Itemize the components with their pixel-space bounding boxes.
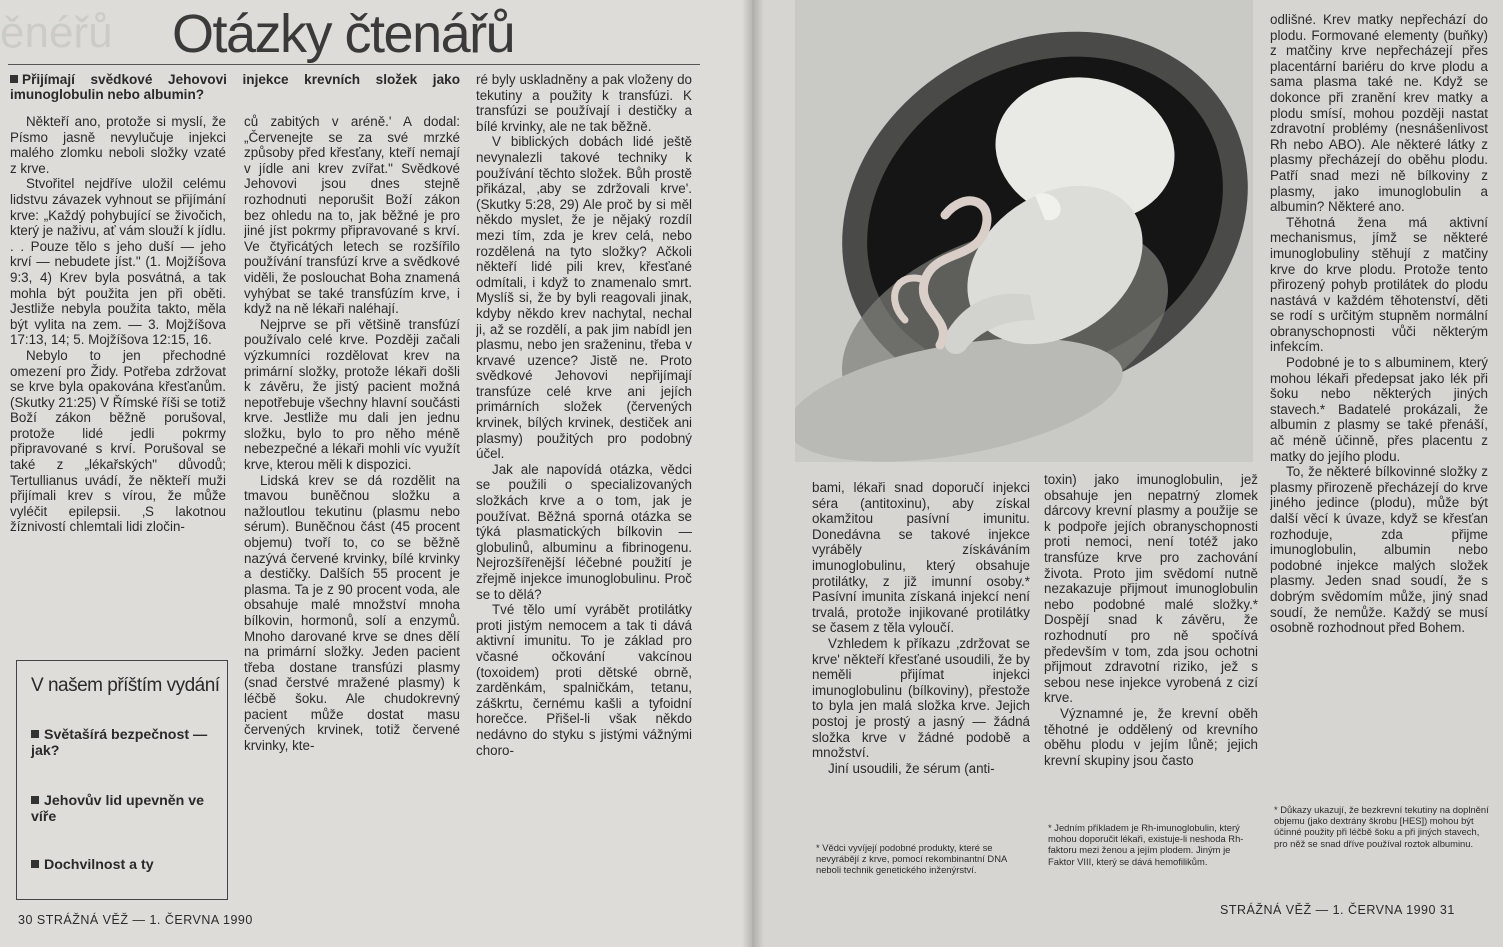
fetus-photo <box>795 0 1253 462</box>
prior-article-ghost-text: ěnéřů <box>0 8 113 57</box>
paragraph: odlišné. Krev matky nepřechází do plodu. Formované elementy (buňky) z matčiny krve nepřecházejí přes placentární bariéru do krve plodu a sama plasma také ne. Když se dokonce při zranění krev matky a plodu smísí, mohou později nastat zdravotní problémy (nesnášenlivost Rh nebo ABO). Ale některé látky z plasmy přecházejí do oběhu plodu. Patří snad mezi ně bílkoviny z plasmy, jako imunoglobulin a albumin? Některé ano. <box>1270 12 1488 215</box>
column-5 <box>1044 472 1258 810</box>
paragraph: Stvořitel nejdříve uložil celému lidstvu závazek vyhnout se přijímání krve: „Každý pohybující se živočich, který je naživu, ať vám slouží k jídlu. . . Pouze tělo s jeho duší — jeho krví — nebudete jíst." (1. Mojžíšova 9:3, 4) Krev byla posvátná, a tak mohla být použita jen při oběti. Jestliže nebyla použita takto, měla být vylita na zem. — 3. Mojžíšova 17:13, 14; 5. Mojžíšova 12:15, 16. <box>10 176 226 348</box>
paragraph: ců zabitých v aréně.' A dodal: „Červenejte se za své mrzké způsoby před křesťany, kteří nemají v jídle ani krev zvířat." Svědkové Jehovovi jsou dnes stejně rozhodnuti neporušit Boží zákon bez ohledu na to, jak běžné je pro jiné jíst pokrmy připravované s krví. Ve čtyřicátých letech se rozšířilo používání transfúzí krve a svědkové viděli, že poslouchat Boha znamená vyhýbat se také transfúzím krve, i když na ně lékaři naléhají. <box>244 114 460 317</box>
column-2 <box>244 114 460 896</box>
paragraph: Tvé tělo umí vyrábět protilátky proti jistým nemocem a tak ti dává aktivní imunitu. To je základ pro včasné očkování vakcínou (toxoidem) proti dětské obrně, zarděnkám, spalničkám, tetanu, záškrtu, černému kašli a tyfoidní horečce. Přišel-li však někdo nedávno do styku s jistými vážnými choro- <box>476 602 692 758</box>
footer-right: STRÁŽNÁ VĚŽ — 1. ČERVNA 1990 31 <box>1220 903 1455 917</box>
column-4 <box>812 480 1030 825</box>
paragraph: Významné je, že krevní oběh těhotné je oddělený od krevního oběhu plodu v jejím lůně; jejich krevní skupiny jsou často <box>1044 705 1258 768</box>
column-1 <box>10 114 226 648</box>
bullet-square-icon <box>10 75 18 83</box>
next-issue-box <box>16 660 228 900</box>
page-gutter <box>742 0 764 947</box>
paragraph: Někteří ano, protože si myslí, že Písmo jasně nevylučuje injekci malého zlomku neboli složky vzaté z krve. <box>10 114 226 176</box>
footer-left: 30 STRÁŽNÁ VĚŽ — 1. ČERVNA 1990 <box>18 913 253 927</box>
paragraph: Lidská krev se dá rozdělit na tmavou buněčnou složku a nažloutlou tekutinu (plasmu nebo sérum). Buněčnou část (45 procent objemu) tvoří to, co se běžně nazývá červené krvinky, bílé krvinky a destičky. Dalších 55 procent je plasma. Ta je z 90 procent voda, ale obsahuje malé množství mnoha bílkovin, hormonů, solí a enzymů. Mnoho darované krve se dnes dělí na primární složky. Jeden pacient třeba dostane transfúzi plasmy (snad čerstvé mražené plasmy) k léčbě šoku. Ale chudokrevný pacient může dostat masu červených krvinek, totiž červené krvinky, kte- <box>244 472 460 753</box>
paragraph: Podobné je to s albuminem, který mohou lékaři předepsat jako lék při šoku nebo některých jiných stavech.* Badatelé prokázali, že albumin z plasmy se také přenáší, ač méně účinně, přes placentu z matky do jejího plodu. <box>1270 355 1488 464</box>
page-title: Otázky čtenářů <box>172 4 515 64</box>
footnote: * Jedním příkladem je Rh-imunoglobulin, který mohou doporučit lékaři, existuje-li neshoda Rh-faktoru mezi ženou a jejím plodem. Jiným je Faktor VIII, který se dává hemofilikům. <box>1048 822 1244 867</box>
next-issue-item: Dochvilnost a ty <box>31 857 154 873</box>
reader-question: Přijímají svědkové Jehovovi injekce krevních složek jako imunoglobulin nebo albumin? <box>10 72 460 103</box>
paragraph: Nebylo to jen přechodné omezení pro Židy. Potřeba zdržovat se krve byla opakována křesťanům. (Skutky 21:25) V Římské říši se totiž Boží zákon běžně porušoval, protože lidé jedli pokrmy připravované s krví. Porušoval se také z „lékařských" důvodů; Tertullianus uvádí, že někteří muži přijímali krev s vírou, že může vyléčit epilepsii. ‚S lakotnou žíznivostí chlemtali lidi zločin- <box>10 347 226 535</box>
paragraph: Vzhledem k příkazu ‚zdržovat se krve' někteří křesťané usoudili, že by neměli přijímat injekci imunoglobulinu (bílkoviny), přestože to byla jen malá složka krve. Jejich postoj je prostý a jasný — žádná složka krve v žádné podobě a množství. <box>812 635 1030 761</box>
paragraph: bami, lékaři snad doporučí injekci séra (antitoxinu), aby získal okamžitou pasívní imunitu. Donedávna se takové injekce vyráběly získáváním imunoglobulinu, který obsahuje protilátky, z již imunní osoby.* Pasívní imunita získaná injekcí není trvalá, protože injikované protilátky se časem z těla vyloučí. <box>812 480 1030 636</box>
paragraph: To, že některé bílkovinné složky z plasmy přirozeně přecházejí do krve jiného jedince (plodu), může být další věcí k úvaze, když se křesťan rozhoduje, zda přijme imunoglobulin, albumin nebo podobné injekce malých složek plasmy. Jeden snad soudí, že s dobrým svědomím může, jiný snad soudí, že nemůže. Každý se musí osobně rozhodnout před Bohem. <box>1270 464 1488 636</box>
bullet-square-icon <box>31 730 39 738</box>
paragraph: Těhotná žena má aktivní mechanismus, jímž se některé imunoglobuliny stěhují z matčiny krve do krve plodu. Protože tento přirozený pohyb protilátek do plodu nastává v každém těhotenství, děti se rodí s určitým stupněm normální obranyschopnosti vůči některým infekcím. <box>1270 214 1488 355</box>
paragraph: Nejprve se při většině transfúzí používalo celé krve. Později začali výzkumníci rozdělovat krev na primární složky, protože lékaři došli k závěru, že jistý pacient možná nepotřebuje všechny hlavní součásti krve. Jestliže mu dali jen jednu složku, bylo to pro něho méně nebezpečné a lékaři mohli víc využít krve, kterou měli k dispozici. <box>244 316 460 473</box>
next-issue-item: Jehovův lid upevněn ve víře <box>31 793 205 825</box>
bullet-square-icon <box>31 860 39 868</box>
column-3 <box>476 72 692 896</box>
footnote: * Vědci vyvíjejí podobné produkty, které se nevyrábějí z krve, pomocí rekombinantní DNA neboli technik genetického inženýrství. <box>816 842 1007 876</box>
bullet-square-icon <box>31 796 39 804</box>
paragraph: ré byly uskladněny a pak vloženy do tekutiny a použity k transfúzi. K transfúzi se používají i destičky a bílé krvinky, ale ne tak běžně. <box>476 72 692 134</box>
paragraph: Jiní usoudili, že sérum (anti- <box>828 760 995 776</box>
next-issue-heading: V našem příštím vydání <box>31 675 220 696</box>
paragraph: V biblických dobách lidé ještě nevynalezli takové techniky k používání těchto složek. Bůh prostě přikázal, ‚aby se zdržovali krve'. (Skutky 5:28, 29) Ale proč by si měl někdo myslet, že je nějaký rozdíl mezi tím, zda je krev celá, nebo rozdělená na tyto složky? Ačkoli někteří lidé pili krev, křesťané odmítali, i když to znamenalo smrt. Myslíš si, že by byli reagovali jinak, kdyby někdo krev nachytal, nechal ji, až se rozdělí, a pak jim nabídl jen plasmu, nebo jen sraženinu, třeba v krvavé uzence? Jistě ne. Proto svědkové Jehovovi nepřijímají transfúze celé krve ani jejích primárních složek (červených krvinek, bílých krvinek, destiček ani plasmy) použitých pro podobný účel. <box>476 134 692 462</box>
paragraph: Jak ale napovídá otázka, vědci se použili o specializovaných složkách krve a o tom, jak je používat. Běžná sporná otázka se týká plasmatických bílkovin — globulinů, albuminu a fibrinogenu. Nejrozšířenější léčebné použití je zřejmě injekce imunoglobulinu. Proč se to dělá? <box>476 461 692 602</box>
column-6 <box>1270 12 1488 796</box>
fetus-illustration <box>795 0 1253 462</box>
footnote: * Důkazy ukazují, že bezkrevní tekutiny na doplnění objemu (jako dextrány škrobu [HES]) mohou být účinné použity při léčbě šoku a při jiných stavech, pro něž se snad dříve používal roztok albuminu. <box>1274 804 1489 849</box>
next-issue-item: Světašírá bezpečnost — jak? <box>31 727 208 759</box>
title-rule <box>8 64 700 65</box>
paragraph: toxin) jako imunoglobulin, jež obsahuje jen nepatrný zlomek dárcovy krevní plasmy a použije se k podpoře jejích obranyschopnosti proti nemoci, není totéž jako transfúze krve pro zachování života. Proto jim svědomí nutně nezakazuje přijmout imunoglobulin nebo podobné malé složky.* Dospějí snad k závěru, že rozhodnutí pro ně spočívá především v tom, zda jsou ochotni přijmout zdravotní riziko, jež s sebou nese injekce vyrobená z cizí krve. <box>1044 472 1258 706</box>
